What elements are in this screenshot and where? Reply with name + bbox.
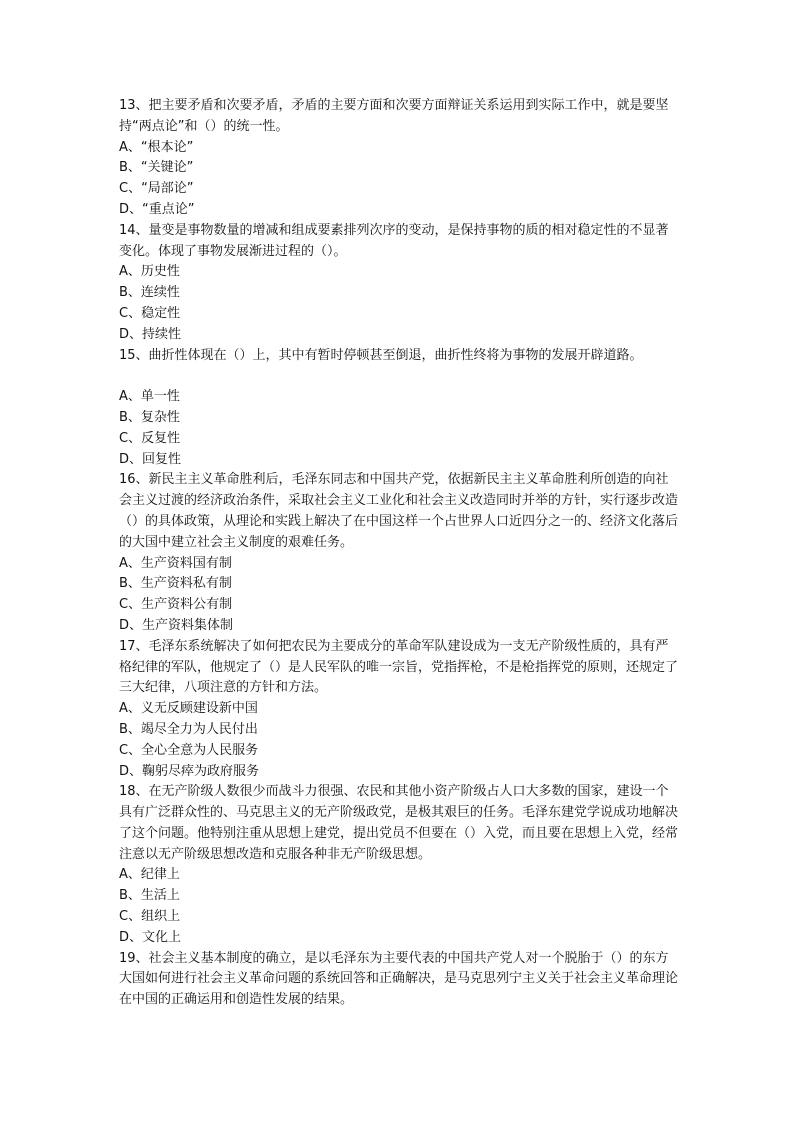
option-a: A、历史性: [119, 264, 180, 280]
option-b: B、竭尽全力为人民付出: [119, 721, 258, 737]
question-16: [119, 470, 679, 636]
option-b: B、“关键论”: [119, 160, 194, 176]
option-c: C、稳定性: [119, 305, 181, 321]
question-text: 14、量变是事物数量的增减和组成要素排列次序的变动，是保持事物的质的相对稳定性的不显著变化。体现了事物发展渐进过程的（）。: [119, 222, 669, 259]
option-b: B、生产资料私有制: [119, 576, 232, 592]
option-c: C、反复性: [119, 430, 181, 446]
question-text: 13、把主要矛盾和次要矛盾，矛盾的主要方面和次要方面辩证关系运用到实际工作中，就是要坚持“两点论”和（）的统一性。: [119, 98, 669, 134]
question-18: [119, 782, 679, 948]
option-c: C、“局部论”: [119, 181, 194, 197]
option-d: D、文化上: [119, 929, 182, 945]
question-19: [119, 949, 679, 1011]
option-a: A、义无反顾建设新中国: [119, 701, 258, 717]
option-a: A、“根本论”: [119, 139, 194, 155]
option-d: D、持续性: [119, 326, 182, 342]
question-15: [119, 346, 679, 471]
option-c: C、生产资料公有制: [119, 597, 233, 613]
question-list: [119, 96, 679, 1011]
option-d: D、鞠躬尽瘁为政府服务: [119, 763, 260, 779]
option-b: B、连续性: [119, 285, 180, 301]
question-14: [119, 221, 679, 346]
option-d: D、生产资料集体制: [119, 617, 234, 633]
question-text: 17、毛泽东系统解决了如何把农民为主要成分的革命军队建设成为一支无产阶级性质的，具有严格纪律的军队，他规定了（）是人民军队的唯一宗旨，党指挥枪，不是枪指挥党的原则，还规定了三大纪律，八项注意的方针和方法。: [119, 638, 679, 696]
option-d: D、“重点论”: [119, 201, 195, 217]
question-17: [119, 637, 679, 783]
question-text: 16、新民主主义革命胜利后，毛泽东同志和中国共产党，依据新民主主义革命胜利所创造的向社会主义过渡的经济政治条件，采取社会主义工业化和社会主义改造同时并举的方针，实行逐步改造（）的具体政策，从理论和实践上解决了在中国这样一个占世界人口近四分之一的、经济文化落后的大国中建立社会主义制度的艰难任务。: [119, 472, 679, 550]
option-c: C、全心全意为人民服务: [119, 742, 259, 758]
question-text: 19、社会主义基本制度的确立，是以毛泽东为主要代表的中国共产党人对一个脱胎于（）的东方大国如何进行社会主义革命问题的系统回答和正确解决，是马克思列宁主义关于社会主义革命理论在中国的正确运用和创造性发展的结果。: [119, 950, 679, 1008]
question-13: [119, 96, 679, 221]
option-d: D、回复性: [119, 451, 182, 467]
option-b: B、生活上: [119, 888, 180, 904]
question-text: 18、在无产阶级人数很少而战斗力很强、农民和其他小资产阶级占人口大多数的国家，建设一个具有广泛群众性的、马克思主义的无产阶级政党，是极其艰巨的任务。毛泽东建党学说成功地解决了这个问题。他特别注重从思想上建党，提出党员不但要在（）入党，而且要在思想上入党，经常注意以无产阶级思想改造和克服各种非无产阶级思想。: [119, 784, 679, 862]
option-a: A、纪律上: [119, 867, 180, 883]
question-text: 15、曲折性体现在（）上，其中有暂时停顿甚至倒退，曲折性终将为事物的发展开辟道路。: [119, 347, 643, 363]
option-b: B、复杂性: [119, 409, 180, 425]
option-a: A、生产资料国有制: [119, 555, 232, 571]
option-a: A、单一性: [119, 389, 180, 405]
option-c: C、组织上: [119, 909, 181, 925]
